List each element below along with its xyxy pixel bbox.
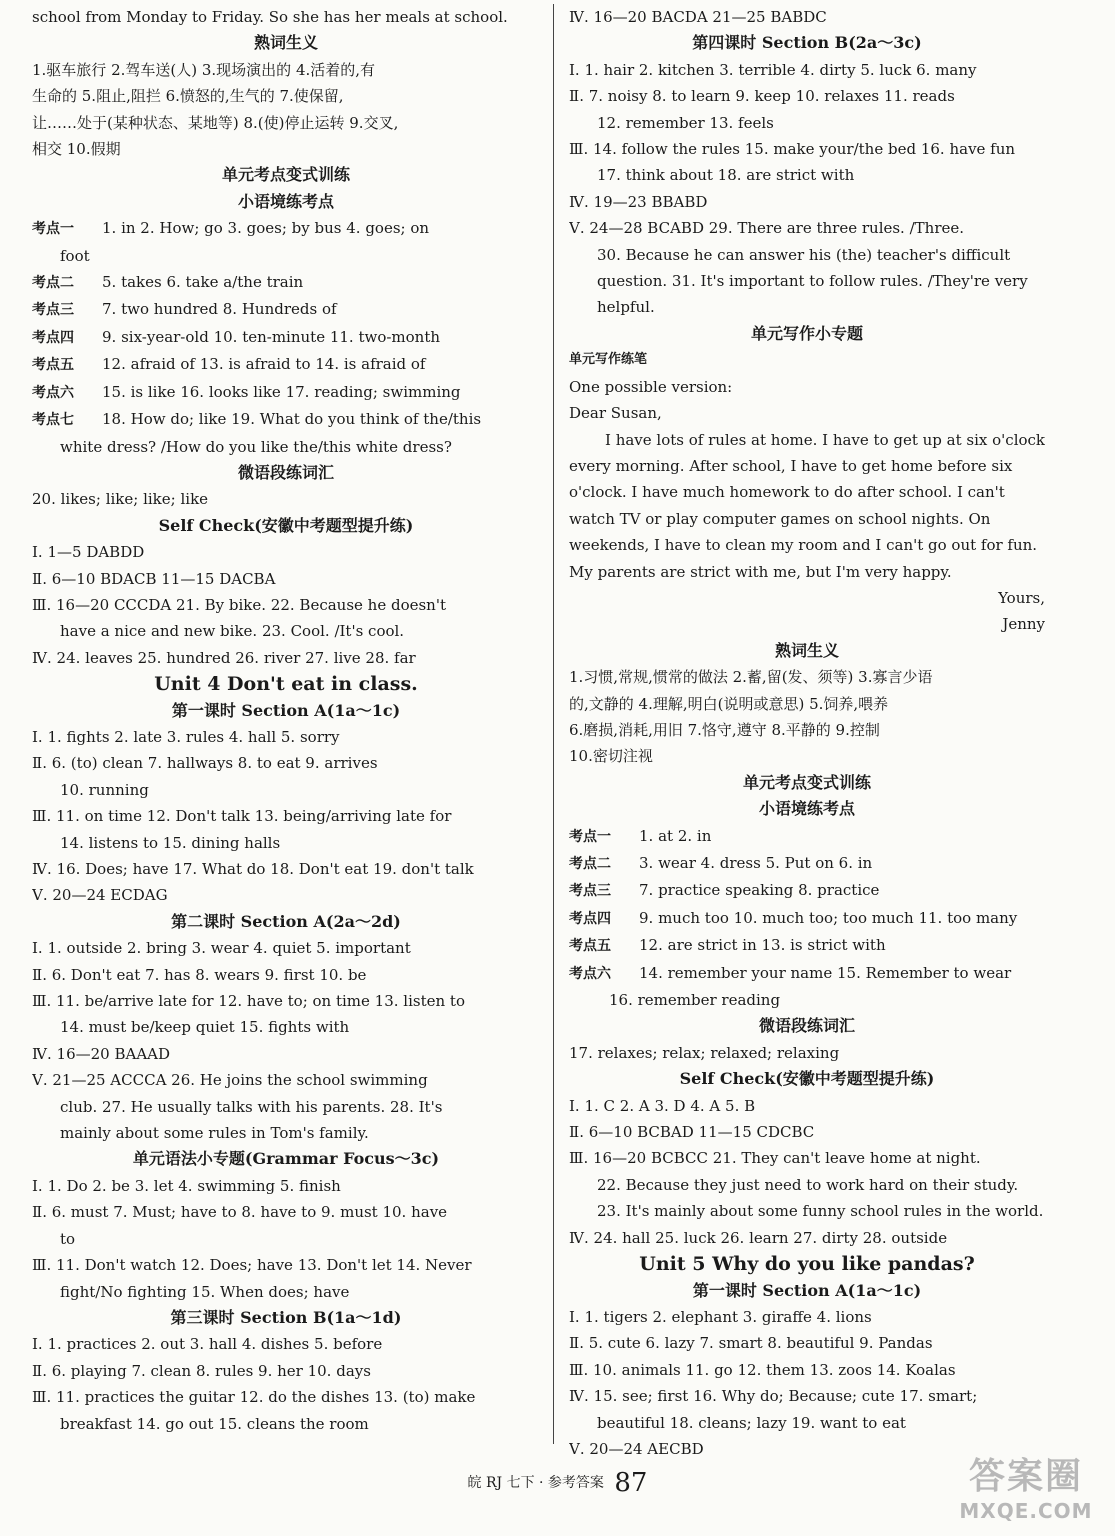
answer-line: 1.驱车旅行 2.驾车送(人) 3.现场演出的 4.活着的,有 <box>32 60 376 79</box>
answer-line: weekends, I have to clean my room and I can't go out for fun. <box>569 536 1038 555</box>
section-heading: 第二课时 Section A(2a～2d) <box>171 911 401 931</box>
kaodian-label: 考点二 <box>569 856 611 872</box>
answer-line: helpful. <box>597 298 655 317</box>
answer-line: Ⅰ. 1. practices 2. out 3. hall 4. dishes 5. before <box>32 1335 383 1354</box>
answer-line: foot <box>60 246 90 265</box>
answer-line: Ⅴ. 20—24 AECBD <box>569 1439 704 1458</box>
answer-line: school from Monday to Friday. So she has her meals at school. <box>32 8 508 26</box>
answer-line: Ⅰ. 1. hair 2. kitchen 3. terrible 4. dirty 5. luck 6. many <box>569 60 977 79</box>
answer-line: 的,文静的 4.理解,明白(说明或意思) 5.饲养,喂养 <box>569 694 889 713</box>
section-heading: 第三课时 Section B(1a～1d) <box>170 1307 402 1327</box>
answer-line: Ⅲ. 11. Don't watch 12. Does; have 13. Don't let 14. Never <box>32 1256 472 1275</box>
answer-text: 18. How do; like 19. What do you think of the/this <box>102 410 482 429</box>
answer-line: Ⅱ. 6. must 7. Must; have to 8. have to 9. must 10. have <box>32 1203 448 1222</box>
answer-line: to <box>60 1229 76 1248</box>
answer-line: Ⅴ. 20—24 ECDAG <box>32 886 168 905</box>
answer-line <box>32 406 540 433</box>
answer-line: 16. remember reading <box>609 991 781 1010</box>
answer-text: 15. is like 16. looks like 17. reading; swimming <box>102 382 461 401</box>
answer-line: Ⅲ. 16—20 BCBCC 21. They can't leave home at night. <box>569 1149 981 1168</box>
answer-line: 17. think about 18. are strict with <box>597 166 855 185</box>
answer-line: 生命的 5.阻止,阻拦 6.愤怒的,生气的 7.使保留, <box>32 87 344 106</box>
answer-line <box>569 850 1045 877</box>
answer-line: Ⅳ. 15. see; first 16. Why do; Because; cute 17. smart; <box>569 1387 978 1406</box>
section-heading: Unit 4 Don't eat in class. <box>154 673 418 696</box>
section-heading: 小语境练考点 <box>758 799 855 819</box>
answer-line: Ⅰ. 1. tigers 2. elephant 3. giraffe 4. lions <box>569 1307 872 1326</box>
section-heading: 单元考点变式训练 <box>221 165 350 185</box>
answer-line: Ⅲ. 14. follow the rules 15. make your/the bed 16. have fun <box>569 140 1016 159</box>
answer-line: Ⅱ. 6—10 BDACB 11—15 DACBA <box>32 569 276 588</box>
answer-text: 3. wear 4. dress 5. Put on 6. in <box>639 854 873 872</box>
answer-line: Ⅳ. 16. Does; have 17. What do 18. Don't eat 19. don't talk <box>32 860 474 878</box>
answer-text: 1. in 2. How; go 3. goes; by bus 4. goes; on <box>102 219 430 238</box>
answer-line: I have lots of rules at home. I have to get up at six o'clock <box>605 430 1045 449</box>
section-heading: Unit 5 Why do you like pandas? <box>639 1253 975 1276</box>
column-divider <box>553 4 554 1444</box>
kaodian-label: 考点一 <box>32 221 74 238</box>
kaodian-label: 考点三 <box>569 883 611 900</box>
answer-text: 12. are strict in 13. is strict with <box>639 936 886 955</box>
section-heading: Self Check(安徽中考题型提升练) <box>158 515 414 535</box>
answer-text: 1. at 2. in <box>639 826 712 845</box>
answer-line: Ⅴ. 21—25 ACCCA 26. He joins the school swimming <box>32 1071 428 1090</box>
kaodian-label: 考点四 <box>569 910 611 927</box>
section-heading: 单元考点变式训练 <box>742 772 871 792</box>
section-heading: 小语境练考点 <box>237 191 334 211</box>
answer-line: Ⅰ. 1. C 2. A 3. D 4. A 5. B <box>569 1096 756 1115</box>
answer-line: 14. must be/keep quiet 15. fights with <box>60 1018 350 1037</box>
answer-line: mainly about some rules in Tom's family. <box>60 1124 369 1143</box>
answer-line: Ⅱ. 7. noisy 8. to learn 9. keep 10. relaxes 11. reads <box>569 87 955 106</box>
answer-line: Ⅲ. 11. practices the guitar 12. do the dishes 13. (to) make <box>32 1388 476 1407</box>
answer-line: 14. listens to 15. dining halls <box>60 833 281 852</box>
answer-text: 9. six-year-old 10. ten-minute 11. two-month <box>102 327 441 346</box>
answer-line <box>569 877 1045 904</box>
section-heading: Self Check(安徽中考题型提升练) <box>679 1069 935 1089</box>
answer-line: 12. remember 13. feels <box>597 113 774 132</box>
answer-line: 17. relaxes; relax; relaxed; relaxing <box>569 1043 840 1062</box>
answer-line: watch TV or play computer games on school nights. On <box>569 509 991 528</box>
answer-text: 7. practice speaking 8. practice <box>639 881 880 900</box>
answer-line: Ⅳ. 16—20 BAAAD <box>32 1044 171 1063</box>
answer-line: 单元写作练笔 <box>569 352 648 368</box>
kaodian-label: 考点三 <box>32 302 74 319</box>
watermark-en: MXQE.COM <box>959 1499 1093 1523</box>
answer-line: Ⅳ. 24. hall 25. luck 26. learn 27. dirty 28. outside <box>569 1228 948 1247</box>
answer-line <box>569 905 1045 932</box>
answer-text: 7. two hundred 8. Hundreds of <box>102 300 337 319</box>
page-number: 87 <box>614 1468 648 1498</box>
answer-line: 22. Because they just need to work hard on their study. <box>597 1175 1019 1194</box>
section-heading: 第四课时 Section B(2a～3c) <box>692 33 922 53</box>
section-heading: 第一课时 Section A(1a～1c) <box>171 700 401 720</box>
page-footer <box>0 1468 1115 1498</box>
answer-line: Ⅲ. 11. on time 12. Don't talk 13. being/arriving late for <box>32 807 452 826</box>
answer-line: My parents are strict with me, but I'm very happy. <box>569 562 952 581</box>
answer-line: Ⅱ. 6. Don't eat 7. has 8. wears 9. first 10. be <box>32 965 367 984</box>
answer-line: club. 27. He usually talks with his parents. 28. It's <box>60 1097 443 1116</box>
answer-line <box>569 960 1045 987</box>
answer-line: beautiful 18. cleans; lazy 19. want to eat <box>597 1413 906 1432</box>
kaodian-label: 考点四 <box>32 329 74 346</box>
answer-line: Ⅰ. 1—5 DABDD <box>32 543 145 562</box>
kaodian-label: 考点五 <box>32 357 74 374</box>
answer-line: o'clock. I have much homework to do after school. I can't <box>569 483 1005 502</box>
answer-line: 20. likes; like; like; like <box>32 490 209 509</box>
answer-line: every morning. After school, I have to get home before six <box>569 456 1013 475</box>
answer-line: Yours, <box>998 588 1045 607</box>
answer-line: Ⅳ. 24. leaves 25. hundred 26. river 27. live 28. far <box>32 648 416 667</box>
watermark-cn: 答案圈 <box>968 1456 1083 1497</box>
kaodian-label: 考点六 <box>32 384 74 401</box>
section-heading: 微语段练词汇 <box>758 1016 855 1036</box>
answer-line: 6.磨损,消耗,用旧 7.恪守,遵守 8.平静的 9.控制 <box>569 720 880 739</box>
answer-line: 10.密切注视 <box>569 747 653 766</box>
answer-line: Ⅰ. 1. outside 2. bring 3. wear 4. quiet 5. important <box>32 939 411 958</box>
section-heading: 熟词生义 <box>774 640 839 660</box>
answer-line: white dress? /How do you like the/this white dress? <box>60 437 452 456</box>
left-column <box>32 4 540 1437</box>
kaodian-label: 考点六 <box>569 965 611 982</box>
answer-line: 30. Because he can answer his (the) teacher's difficult <box>597 245 1011 264</box>
answer-line: Ⅰ. 1. Do 2. be 3. let 4. swimming 5. finish <box>32 1176 341 1195</box>
kaodian-label: 考点五 <box>569 938 611 955</box>
answer-text: 9. much too 10. much too; too much 11. too many <box>639 908 1018 927</box>
answer-line: Ⅳ. 16—20 BACDA 21—25 BABDC <box>569 8 827 26</box>
answer-line: Ⅱ. 5. cute 6. lazy 7. smart 8. beautiful 9. Pandas <box>569 1334 933 1353</box>
answer-line: 相交 10.假期 <box>32 140 121 159</box>
section-heading: 微语段练词汇 <box>237 462 334 482</box>
section-heading: 单元写作小专题 <box>750 323 863 343</box>
answer-line: breakfast 14. go out 15. cleans the room <box>60 1414 369 1433</box>
section-heading: 第一课时 Section A(1a～1c) <box>692 1280 922 1300</box>
answer-line: Ⅰ. 1. fights 2. late 3. rules 4. hall 5. sorry <box>32 727 340 746</box>
answer-line: Jenny <box>1002 615 1045 634</box>
watermark-logo <box>951 1448 1101 1528</box>
answer-line <box>569 932 1045 959</box>
answer-line: Ⅱ. 6. (to) clean 7. hallways 8. to eat 9. arrives <box>32 754 378 773</box>
answer-line: 10. running <box>60 780 149 799</box>
section-heading: 单元语法小专题(Grammar Focus～3c) <box>132 1149 440 1169</box>
answer-line <box>569 823 1045 850</box>
answer-line <box>32 379 540 406</box>
kaodian-label: 考点七 <box>32 412 74 429</box>
footer-label: 皖 RJ 七下 · 参考答案 <box>467 1475 604 1491</box>
answer-line: have a nice and new bike. 23. Cool. /It's cool. <box>60 622 405 641</box>
answer-line: 1.习惯,常规,惯常的做法 2.蓄,留(发、须等) 3.寡言少语 <box>569 668 933 687</box>
answer-line <box>32 215 540 242</box>
answer-line: 让……处于(某种状态、某地等) 8.(使)停止运转 9.交叉, <box>32 113 399 132</box>
section-heading: 熟词生义 <box>253 33 318 53</box>
kaodian-label: 考点二 <box>32 275 74 292</box>
answer-text: 14. remember your name 15. Remember to wear <box>639 963 1012 982</box>
answer-text: 12. afraid of 13. is afraid to 14. is afraid of <box>102 355 426 374</box>
answer-line: Ⅲ. 16—20 CCCDA 21. By bike. 22. Because he doesn't <box>32 595 446 614</box>
answer-line <box>32 351 540 378</box>
answer-line <box>32 324 540 351</box>
answer-line: fight/No fighting 15. When does; have <box>60 1282 350 1301</box>
answer-line <box>32 296 540 323</box>
answer-line: Ⅳ. 19—23 BBABD <box>569 192 708 211</box>
answer-line: Ⅲ. 11. be/arrive late for 12. have to; on time 13. listen to <box>32 992 465 1011</box>
answer-line: Ⅱ. 6—10 BCBAD 11—15 CDCBC <box>569 1123 815 1142</box>
answer-line: Ⅴ. 24—28 BCABD 29. There are three rules. /Three. <box>569 219 965 238</box>
kaodian-label: 考点一 <box>569 828 611 845</box>
answer-line: One possible version: <box>569 377 733 396</box>
answer-text: 5. takes 6. take a/the train <box>102 273 304 292</box>
answer-line <box>32 269 540 296</box>
answer-line: question. 31. It's important to follow rules. /They're very <box>597 272 1028 291</box>
answer-line: 23. It's mainly about some funny school rules in the world. <box>597 1202 1044 1221</box>
answer-line: Dear Susan, <box>569 404 662 423</box>
right-column <box>569 4 1045 1462</box>
answer-line: Ⅱ. 6. playing 7. clean 8. rules 9. her 10. days <box>32 1361 371 1380</box>
answer-line: Ⅲ. 10. animals 11. go 12. them 13. zoos 14. Koalas <box>569 1360 956 1379</box>
